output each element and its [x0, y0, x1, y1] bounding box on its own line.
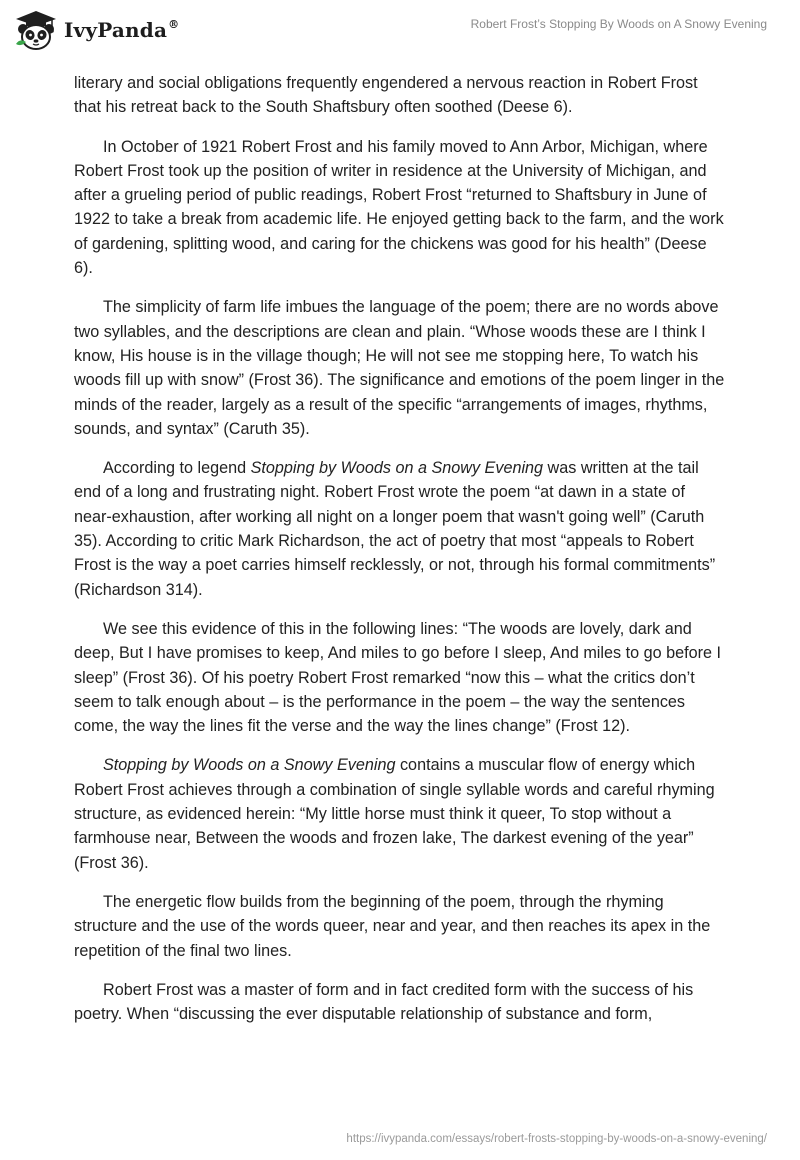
paragraph: We see this evidence of this in the following lines: “The woods are lovely, dark and deep, But I have promises to keep, And miles to go before I sleep, And miles to go before I sleep” (Frost 36). Of his poetry Robert Frost remarked “now this – what the critics don’t seem to talk enough about – is the performance in the poem – the way the sentences come, the way the lines fit the verse and the way the lines change” (Frost 12).	[74, 619, 721, 736]
paragraph: The simplicity of farm life imbues the language of the poem; there are no words above two syllables, and the descriptions are clean and plain. “Whose woods these are I think I know, His house is in the village though; He will not see me stopping here, To watch his woods fill up with snow” (Frost 36). The significance and emotions of the poem linger in the minds of the reader, largely as a result of the specific “arrangements of images, rhythms, sounds, and syntax” (Caruth 35).	[74, 298, 725, 438]
paragraph: Robert Frost was a master of form and in fact credited form with the success of his poetry. When “discussing the ever disputable relationship of substance and form,	[74, 980, 694, 1024]
page-header	[0, 0, 800, 70]
paragraph: The energetic flow builds from the beginning of the poem, through the rhyming structure and the use of the words queer, near and year, and then reaches its apex in the repetition of the final two lines.	[74, 892, 711, 960]
paragraph	[74, 753, 726, 874]
poem-title: Stopping by Woods on a Snowy Evening	[250, 459, 544, 478]
paragraph-text: According to legend	[103, 459, 251, 478]
brand-name: IvyPanda®	[64, 18, 180, 42]
paragraph	[74, 456, 726, 602]
panda-graduate-icon	[14, 10, 58, 50]
paragraph-text: was written at the tail end of a long and frustrating night. Robert Frost wrote the poem “at dawn in a state of near-exhaustion, after working all night on a longer poem that wasn't going well” (Caruth 35). According to critic Mark Richardson, the act of poetry that most “appeals to Robert Frost is the way a poet carries himself recklessly, or not, through his formal commitments” (Richardson 314).	[74, 459, 716, 599]
registered-mark: ®	[168, 18, 180, 31]
ivypanda-logo[interactable]	[14, 10, 179, 50]
document-title: Robert Frost’s Stopping By Woods on A Snowy Evening	[470, 17, 767, 31]
source-url[interactable]: https://ivypanda.com/essays/robert-frosts-stopping-by-woods-on-a-snowy-evening/	[346, 1133, 767, 1145]
paragraph: literary and social obligations frequently engendered a nervous reaction in Robert Frost that his retreat back to the South Shaftsbury often soothed (Deese 6).	[74, 74, 698, 117]
essay-body	[74, 71, 726, 1041]
paragraph: In October of 1921 Robert Frost and his family moved to Ann Arbor, Michigan, where Robert Frost took up the position of writer in residence at the University of Michigan, and after a grueling period of public readings, Robert Frost “returned to Shaftsbury in June of 1922 to take a break from academic life. He enjoyed getting back to the farm, and the work of gardening, splitting wood, and caring for the chickens was good for his health” (Deese 6).	[74, 137, 724, 278]
paragraph-text: contains a muscular flow of energy which Robert Frost achieves through a combination of single syllable words and careful rhyming structure, as evidenced herein: “My little horse must think it queer, To stop without a farmhouse near, Between the woods and frozen lake, The darkest evening of the year” (Frost 36).	[74, 756, 715, 872]
poem-title: Stopping by Woods on a Snowy Evening	[103, 756, 396, 775]
